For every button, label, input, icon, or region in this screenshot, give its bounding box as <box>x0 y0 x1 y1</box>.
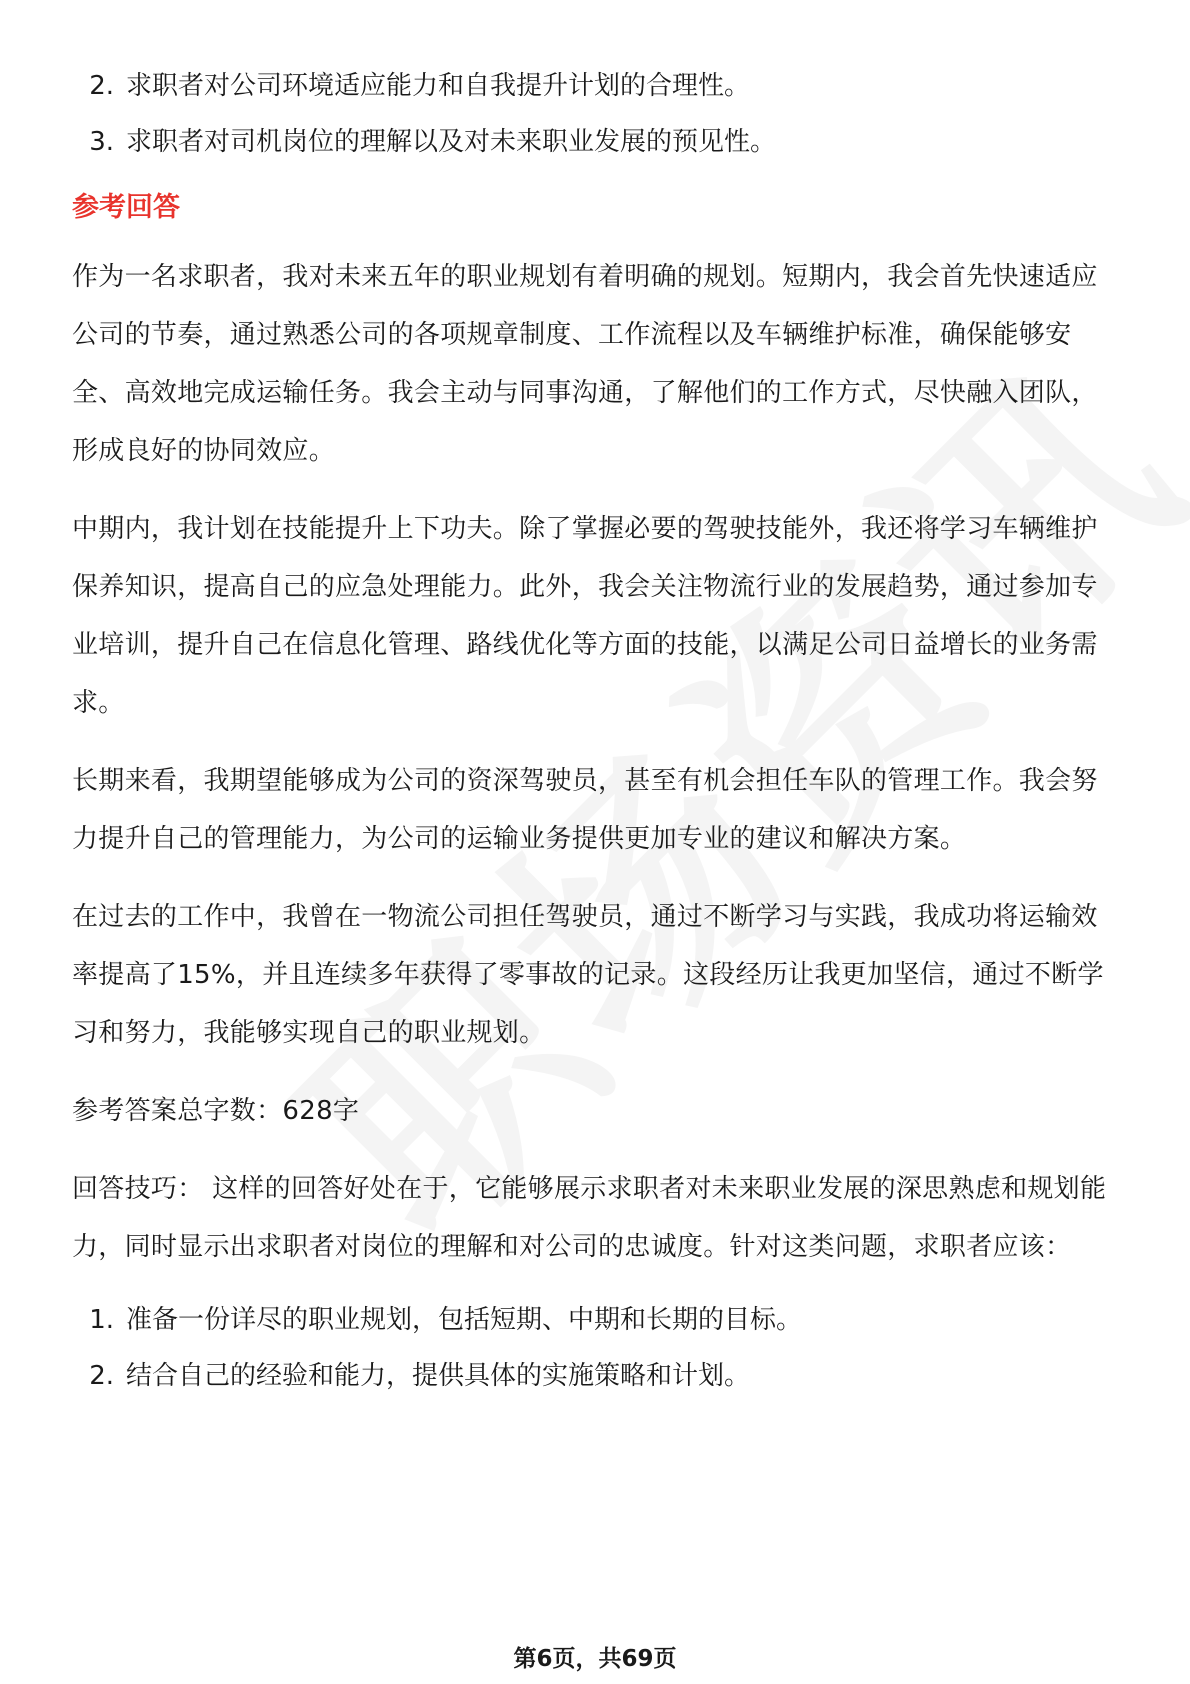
list-item-number: 2. <box>89 71 114 101</box>
list-item <box>72 58 1122 114</box>
answer-tips: 回答技巧： 这样的回答好处在于，它能够展示求职者对未来职业发展的深思熟虑和规划能力，同时显示出求职者对岗位的理解和对公司的忠诚度。针对这类问题，求职者应该： <box>72 1174 1107 1262</box>
list-item <box>72 1292 1122 1348</box>
word-count: 参考答案总字数：628字 <box>72 1096 360 1126</box>
list-item <box>72 1348 1122 1404</box>
list-item <box>72 114 1122 170</box>
answer-paragraph-experience: 在过去的工作中，我曾在一物流公司担任驾驶员，通过不断学习与实践，我成功将运输效率提高了15%，并且连续多年获得了零事故的记录。这段经历让我更加坚信，通过不断学习和努力，我能够实现自己的职业规划。 <box>72 902 1104 1048</box>
tips-list <box>72 1292 1122 1404</box>
document-body <box>72 58 1122 1404</box>
answer-paragraph-mid-term: 中期内，我计划在技能提升上下功夫。除了掌握必要的驾驶技能外，我还将学习车辆维护保养知识，提高自己的应急处理能力。此外，我会关注物流行业的发展趋势，通过参加专业培训，提升自己在信息化管理、路线优化等方面的技能，以满足公司日益增长的业务需求。 <box>72 514 1098 718</box>
list-item-text: 准备一份详尽的职业规划，包括短期、中期和长期的目标。 <box>126 1305 803 1335</box>
page-footer: 第6页，共69页 <box>513 1646 677 1672</box>
list-item-number: 2. <box>89 1361 114 1391</box>
list-item-text: 求职者对司机岗位的理解以及对未来职业发展的预见性。 <box>126 127 777 157</box>
answer-paragraph-short-term: 作为一名求职者，我对未来五年的职业规划有着明确的规划。短期内，我会首先快速适应公司的节奏，通过熟悉公司的各项规章制度、工作流程以及车辆维护标准，确保能够安全、高效地完成运输任务。我会主动与同事沟通，了解他们的工作方式，尽快融入团队，形成良好的协同效应。 <box>72 262 1098 466</box>
section-heading: 参考回答 <box>72 192 180 223</box>
list-item-number: 3. <box>89 127 114 157</box>
list-item-number: 1. <box>89 1305 114 1335</box>
criteria-list-top <box>72 58 1122 170</box>
list-item-text: 求职者对公司环境适应能力和自我提升计划的合理性。 <box>126 71 751 101</box>
answer-paragraph-long-term: 长期来看，我期望能够成为公司的资深驾驶员，甚至有机会担任车队的管理工作。我会努力提升自己的管理能力，为公司的运输业务提供更加专业的建议和解决方案。 <box>72 766 1098 854</box>
list-item-text: 结合自己的经验和能力，提供具体的实施策略和计划。 <box>126 1361 751 1391</box>
